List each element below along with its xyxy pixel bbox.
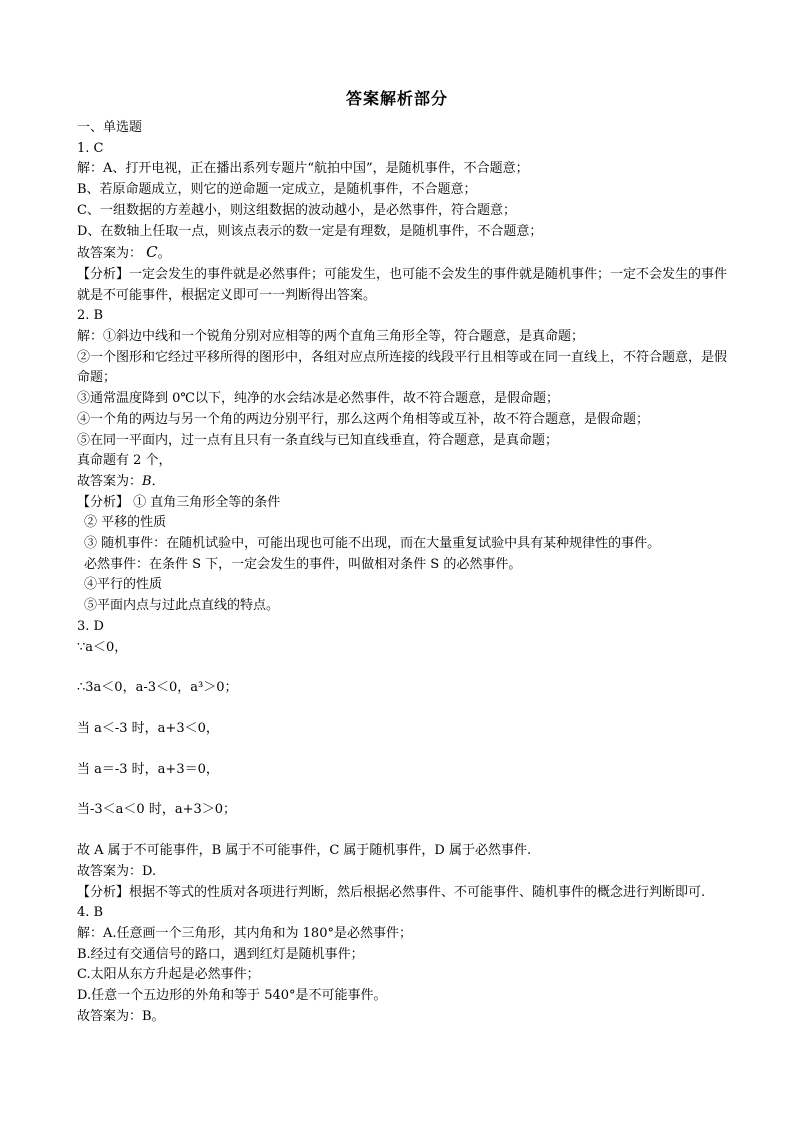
q3-line-4: 当 a＝-3 时，a+3＝0， [77,761,219,777]
q2-line-1: 解：①斜边中线和一个锐角分别对应相等的两个直角三角形全等，符合题意，是真命题； [77,329,585,345]
q4-line-2: B.经过有交通信号的路口，遇到红灯是随机事件； [77,946,364,962]
answer-content [77,118,727,1027]
q4-line-4: D.任意一个五边形的外角和等于 540°是不可能事件。 [77,988,387,1004]
q2-analysis-1: 【分析】 ① 直角三角形全等的条件 [77,494,281,510]
q1-line-4: D、在数轴上任取一点，则该点表示的数一定是有理数，是随机事件，不合题意； [77,223,543,239]
answer-suffix: ． [151,473,165,489]
answer-letter: B [142,473,152,489]
q4-number: 4. B [77,905,104,921]
q3-line-7: 故答案为：D. [77,863,157,879]
q3-line-6: 故 A 属于不可能事件，B 属于不可能事件，C 属于随机事件，D 属于必然事件. [77,843,532,859]
answer-letter: C [146,243,158,262]
page-title: 答案解析部分 [345,89,448,108]
q3-line-1: ∵a＜0， [77,639,128,655]
q4-line-3: C.太阳从东方升起是必然事件； [77,967,260,983]
q4-line-1: 解：A.任意画一个三角形，其内角和为 180°是必然事件； [77,925,412,941]
q2-line-6: 真命题有 2 个， [77,453,172,469]
section-heading: 一、单选题 [77,120,143,135]
q1-answer [77,242,727,265]
q1-number: 1. C [77,140,104,156]
q1-line-3: C、一组数据的方差越小，则这组数据的波动越小，是必然事件，符合题意； [77,202,516,218]
q1-analysis: 【分析】一定会发生的事件就是必然事件；可能发生，也可能不会发生的事件就是随机事件；一定不会发生的事件就是不可能事件，根据定义即可一一判断得出答案。 [77,266,728,303]
q2-line-3: ③通常温度降到 0℃以下，纯净的水会结冰是必然事件，故不符合题意，是假命题； [77,391,559,407]
q2-line-5: ⑤在同一平面内，过一点有且只有一条直线与已知直线垂直，符合题意，是真命题； [77,432,559,448]
q3-line-3: 当 a＜-3 时，a+3＜0， [77,720,219,736]
q2-analysis-4: 必然事件：在条件 S 下，一定会发生的事件，叫做相对条件 S 的必然事件。 [84,556,522,572]
q3-number: 3. D [77,618,104,634]
q2-line-4: ④一个角的两边与另一个角的两边分别平行，那么这两个角相等或互补，故不符合题意，是假命题； [77,411,650,427]
q2-analysis-6: ⑤平面内点与过此点直线的特点。 [84,598,280,614]
answer-prefix: 故答案为： [77,473,143,489]
answer-suffix: 。 [157,246,171,262]
q2-analysis-5: ④平行的性质 [84,577,163,593]
q1-line-2: B、若原命题成立，则它的逆命题一定成立，是随机事件，不合题意； [77,182,477,198]
q2-number: 2. B [77,308,104,324]
q2-analysis-2: ② 平移的性质 [84,515,167,531]
q3-line-2: ∴3a＜0，a-3＜0，a³＞0； [77,680,238,696]
q4-line-5: 故答案为：B。 [77,1008,165,1024]
q1-line-1: 解：A、打开电视，正在播出系列专题片“航拍中国”，是随机事件，不合题意； [77,161,529,177]
q2-analysis-3: ③ 随机事件：在随机试验中，可能出现也可能不出现，而在大量重复试验中具有某种规律性的事件。 [84,536,661,552]
answer-prefix: 故答案为： [77,246,143,262]
q3-line-5: 当-3＜a＜0 时，a+3＞0； [77,802,237,818]
q2-line-2: ②一个图形和它经过平移所得的图形中，各组对应点所连接的线段平行且相等或在同一直线上，不符合题意，是假命题； [77,349,728,386]
q3-analysis: 【分析】根据不等式的性质对各项进行判断，然后根据必然事件、不可能事件、随机事件的概念进行判断即可. [77,884,706,900]
q2-answer [77,472,727,493]
